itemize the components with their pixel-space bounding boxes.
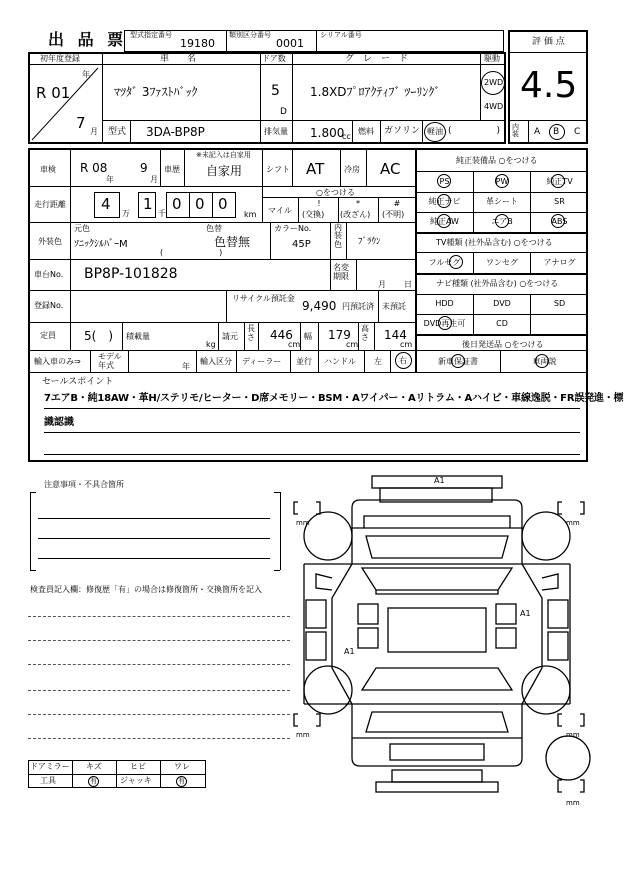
import-class-label: 輸入区分: [200, 357, 232, 366]
import-parallel: 並行: [296, 357, 312, 366]
equip-navi-circle: [437, 194, 451, 208]
mileage-d2: 1: [143, 195, 153, 213]
equip-navi: 純正ナビ: [428, 197, 461, 206]
interior-color-label: 内装色: [334, 223, 342, 249]
equip-airbag-circle: [495, 214, 509, 228]
legend-tools: 工具: [40, 776, 56, 785]
equip-abs-circle: [551, 214, 565, 228]
recycle-unpaid: 未預託: [382, 302, 406, 311]
nav-dvd-play: DVD再生可: [423, 319, 466, 328]
nav-dvd: DVD: [493, 299, 511, 308]
grade-value: 1.8XDﾌﾟﾛｱｸﾃｨﾌﾞ ﾂｰﾘﾝｸﾞ: [310, 85, 441, 99]
mileage-opt-exchanged: (交換): [302, 210, 325, 219]
interior-label: 内装: [512, 123, 519, 138]
color-repaint-paren: ( ): [160, 248, 223, 257]
color-code-label: カラーNo.: [274, 224, 312, 233]
model-year-unit: 年: [182, 362, 190, 371]
car-name: ﾏﾂﾀﾞ 3ﾌｧｽﾄﾊﾞｯｸ: [114, 85, 198, 99]
color-repaint: 色替無: [214, 235, 251, 249]
fuel-label: 燃料: [358, 127, 374, 136]
legend-crack: ヒビ: [130, 762, 146, 771]
color-orig-label: 元色: [74, 224, 90, 233]
seller-label: 請元: [222, 332, 238, 341]
fuel-selected: 軽油: [427, 127, 443, 136]
inspection-month: 9: [140, 161, 148, 175]
equipment-title: 純正装備品 ○をつける: [456, 156, 538, 165]
equip-pw: PW: [495, 177, 509, 186]
class-value: 0001: [276, 37, 304, 50]
sales-points-label: セールスポイント: [42, 377, 114, 387]
color-label: 外装色: [38, 237, 62, 246]
later-title: 後日発送品 ○をつける: [462, 340, 544, 349]
rating-label: 評 価 点: [532, 37, 565, 47]
first-reg-year-unit: 年: [82, 70, 90, 79]
door-type: D: [280, 107, 287, 117]
mileage-opt-tampered-mark: *: [356, 199, 360, 208]
mileage-d3: 0: [172, 195, 182, 213]
tv-fullseg-circle: [449, 255, 463, 269]
equip-aw: 純正AW: [430, 217, 459, 226]
serial-label: シリアル番号: [320, 31, 362, 39]
recycle-label: リサイクル預託金: [232, 294, 295, 303]
sales-points-line1: 7エアB・純18AW・革H/ステリモ/ヒーター・D席メモリー・BSM・Aワイパー・Aリトラム・Aハイビ・車線逸脱・FR誤発進・標: [44, 393, 624, 404]
legend-tools-yes: 有: [90, 777, 97, 785]
type-value: 3DA-BP8P: [146, 125, 205, 139]
capacity-value: 5( ): [84, 329, 113, 343]
mileage-d1: 4: [101, 195, 111, 213]
notes-title: 注意事項・不具合箇所: [44, 480, 124, 489]
fuel-value: ガソリン: [384, 126, 421, 136]
nav-sd: SD: [553, 299, 566, 308]
ac-label: 冷房: [344, 165, 360, 174]
equip-ps: PS: [439, 177, 450, 186]
model-cert-label: 型式指定番号: [130, 31, 172, 39]
inspection-era: R 08: [80, 161, 108, 175]
mileage-note: ○をつける: [316, 188, 355, 197]
mileage-opt-exchanged-mark: !: [317, 199, 321, 208]
mileage-opt-unknown-mark: #: [393, 199, 401, 208]
legend-mirror: ドアミラー: [30, 762, 70, 771]
handle-right: 右: [399, 356, 407, 365]
doors-value: 5: [271, 83, 280, 99]
name-change-day: 日: [404, 280, 412, 289]
equip-airbag: エアB: [491, 217, 513, 226]
name-change-label: 名変期限: [333, 263, 349, 281]
capacity-label: 定員: [40, 331, 56, 340]
interior-b: B: [553, 127, 560, 137]
chassis-label: 車台No.: [34, 270, 64, 279]
doors-label: ドア数: [262, 54, 286, 63]
mileage-d5: 0: [218, 195, 228, 213]
recycle-value: 9,490: [302, 299, 337, 313]
displacement-unit: cc: [342, 132, 351, 141]
tv-oneseg: ワンセグ: [486, 258, 518, 267]
nav-cd: CD: [496, 319, 508, 328]
mm-label-front-right: mm: [566, 519, 580, 527]
load-unit: kg: [206, 340, 216, 349]
load-label: 積載量: [126, 332, 150, 341]
name-change-month: 月: [378, 280, 386, 289]
type-label: 型式: [108, 127, 127, 137]
interior-c: C: [574, 127, 581, 137]
later-warranty-circle: [451, 354, 465, 368]
history-value: 自家用: [206, 164, 243, 178]
equip-tv: 純正TV: [546, 177, 573, 186]
model-year-label: モデル年式: [98, 352, 122, 370]
legend-scratch: キズ: [86, 762, 102, 771]
nav-title: ナビ種類 (社外品含む) ○をつける: [436, 279, 559, 288]
damage-mark-top: A1: [434, 476, 445, 485]
import-only: 輸入車のみ⇒: [34, 357, 81, 366]
interior-color: ﾌﾞﾗｳﾝ: [358, 237, 381, 247]
first-reg-month: 7: [76, 114, 86, 132]
height-unit: cm: [400, 340, 413, 349]
height-label: 高さ: [361, 324, 369, 342]
inspection-label: 車検: [40, 165, 56, 174]
mileage-sen: 千: [158, 209, 166, 218]
tv-title: TV種類 (社外品含む) ○をつける: [436, 238, 553, 247]
displacement-label: 排気量: [264, 127, 288, 136]
damage-mark-right: A1: [520, 609, 531, 618]
recycle-unit: 円預託済: [342, 302, 374, 311]
registration-label: 登録No.: [34, 301, 64, 310]
legend-jack-yes: 有: [178, 777, 185, 785]
mileage-man: 万: [122, 209, 130, 218]
grade-label: グ レ ー ド: [345, 54, 409, 64]
tv-analog: アナログ: [543, 258, 576, 267]
height-value: 144: [384, 328, 407, 342]
color-orig: ｿﾆｯｸｼﾙﾊﾞｰM: [74, 239, 128, 250]
drive-2wd: 2WD: [484, 78, 504, 87]
equip-tv-circle: [551, 174, 565, 188]
equip-ps-circle: [437, 174, 451, 188]
first-reg-era: R 01: [36, 84, 71, 102]
shift-value: AT: [306, 160, 325, 178]
width-unit: cm: [346, 340, 359, 349]
displacement-value: 1.800: [310, 126, 345, 140]
length-value: 446: [270, 328, 293, 342]
inspection-month-unit: 月: [150, 175, 158, 184]
mileage-d4: 0: [195, 195, 205, 213]
width-label: 幅: [304, 332, 312, 341]
later-warranty: 新車保証書: [438, 357, 478, 366]
inspection-year-unit: 年: [106, 175, 114, 184]
rating-value: 4.5: [520, 65, 578, 106]
mileage-opt-unknown: (不明): [382, 210, 405, 219]
later-manual-circle: [535, 354, 549, 368]
chassis-value: BP8P-101828: [84, 266, 178, 282]
car-diagram: [292, 468, 622, 798]
drive-label: 駆動: [484, 54, 500, 63]
equip-sr: SR: [554, 197, 565, 206]
later-manual: 車両説: [532, 357, 557, 366]
equip-pw-circle: [495, 174, 509, 188]
legend-break: ワレ: [174, 762, 190, 771]
equip-leather: 革シート: [486, 197, 518, 206]
mm-label-rear-left: mm: [296, 731, 310, 739]
import-dealer: ディーラー: [242, 357, 282, 366]
mm-label-spare: mm: [566, 799, 580, 807]
mileage-unit: km: [244, 210, 257, 219]
mileage-opt-mile: マイル: [268, 206, 292, 215]
handle-left: 左: [374, 357, 382, 366]
nav-dvd-play-circle: [438, 316, 452, 330]
ac-value: AC: [380, 160, 401, 178]
model-cert-value: 19180: [180, 37, 215, 50]
tv-fullseg: フルセグ: [428, 258, 461, 267]
mm-label-front-left: mm: [296, 519, 310, 527]
width-value: 179: [328, 328, 351, 342]
drive-4wd: 4WD: [484, 102, 504, 111]
equip-abs: ABS: [551, 217, 568, 226]
history-note: ※未記入は自家用: [196, 151, 251, 159]
damage-mark-left: A1: [344, 647, 355, 656]
mileage-opt-tampered: (改ざん): [340, 210, 371, 219]
mm-label-rear-right: mm: [566, 731, 580, 739]
color-code: 45P: [292, 239, 311, 250]
class-label: 類別区分番号: [229, 31, 271, 39]
interior-a: A: [534, 127, 541, 137]
sales-points-line2: 識認識: [44, 417, 74, 428]
equip-aw-circle: [437, 214, 451, 228]
first-reg-month-unit: 月: [90, 127, 98, 136]
fuel-paren: ( ): [448, 126, 501, 136]
legend-jack: ジャッキ: [120, 776, 152, 785]
sheet-title: 出 品 票: [48, 30, 128, 49]
shift-label: シフト: [266, 165, 290, 174]
color-repaint-label: 色替: [206, 224, 222, 233]
car-name-label: 車 名: [160, 54, 197, 64]
handle-label: ハンドル: [324, 357, 356, 366]
history-label: 車歴: [164, 165, 180, 174]
inspector-note: 検査員記入欄：修復歴「有」の場合は修復箇所・交換箇所を記入: [30, 585, 262, 594]
mileage-label: 走行距離: [34, 200, 66, 209]
nav-hdd: HDD: [435, 299, 454, 308]
length-unit: cm: [288, 340, 301, 349]
first-reg-label: 初年度登録: [40, 54, 80, 63]
length-label: 長さ: [247, 324, 255, 342]
